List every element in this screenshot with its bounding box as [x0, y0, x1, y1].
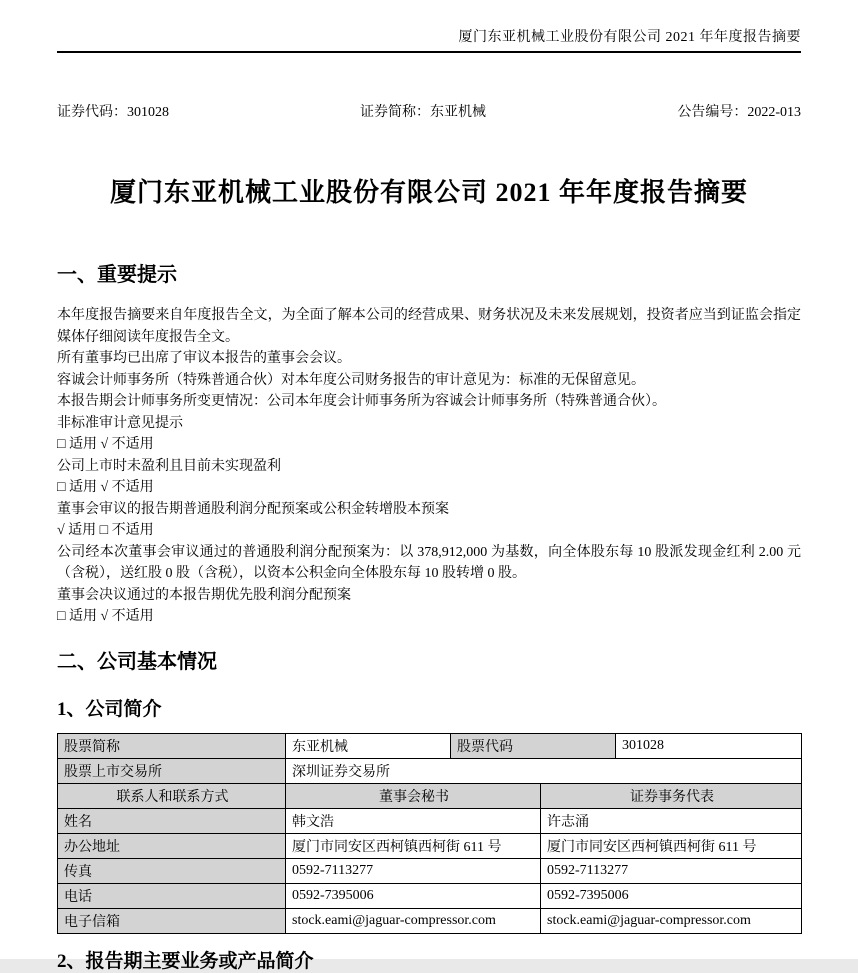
paragraph: 本年度报告摘要来自年度报告全文，为全面了解本公司的经营成果、财务状况及未来发展规划，投资者应当到证监会指定媒体仔细阅读年度报告全文。	[57, 308, 801, 345]
paragraph: 公司上市时未盈利且目前未实现盈利	[57, 458, 281, 474]
table-cell-email-label: 电子信箱	[58, 909, 286, 934]
table-row	[58, 834, 802, 859]
table-cell-contact-header: 联系人和联系方式	[58, 784, 286, 809]
table-cell-phone-label: 电话	[58, 884, 286, 909]
table-cell-stock-abbr-value: 东亚机械	[286, 734, 451, 759]
paragraph: 所有董事均已出席了审议本报告的董事会会议。	[57, 351, 351, 366]
stock-code: 证券代码：301028	[57, 105, 169, 120]
table-cell-phone-secretary: 0592-7395006	[286, 884, 541, 909]
table-row	[58, 859, 802, 884]
table-header-row	[58, 784, 802, 809]
table-cell-exchange-label: 股票上市交易所	[58, 759, 286, 784]
header-rule	[57, 51, 801, 53]
table-cell-board-secretary-header: 董事会秘书	[286, 784, 541, 809]
applicability-line: □ 适用 √ 不适用	[57, 609, 154, 624]
company-profile-table-contacts	[57, 783, 802, 934]
important-notice-body	[57, 305, 801, 628]
paragraph: 容诚会计师事务所（特殊普通合伙）对本年度公司财务报告的审计意见为：标准的无保留意见。	[57, 372, 645, 388]
section-heading-company-info: 二、公司基本情况	[57, 651, 217, 673]
stock-abbreviation: 证券简称：东亚机械	[360, 105, 486, 120]
table-row	[58, 884, 802, 909]
table-cell-stock-code-label: 股票代码	[451, 734, 616, 759]
table-cell-address-secretary: 厦门市同安区西柯镇西柯街 611 号	[286, 834, 541, 859]
table-cell-exchange-value: 深圳证券交易所	[286, 759, 802, 784]
paragraph: 董事会审议的报告期普通股利润分配预案或公积金转增股本预案	[57, 501, 449, 517]
applicability-line: √ 适用 □ 不适用	[57, 523, 154, 538]
section-heading-important-notice: 一、重要提示	[57, 264, 177, 286]
table-cell-name-rep: 许志涌	[541, 809, 802, 834]
applicability-line: □ 适用 √ 不适用	[57, 437, 154, 452]
paragraph: 董事会决议通过的本报告期优先股利润分配预案	[57, 587, 351, 603]
paragraph: 本报告期会计师事务所变更情况：公司本年度会计师事务所为容诚会计师事务所（特殊普通合伙）。	[57, 394, 666, 409]
subsection-heading-company-profile: 1、公司简介	[57, 699, 162, 720]
securities-info-line	[57, 101, 801, 121]
table-cell-address-label: 办公地址	[58, 834, 286, 859]
table-cell-name-label: 姓名	[58, 809, 286, 834]
paragraph: 非标准审计意见提示	[57, 415, 183, 431]
applicability-line: □ 适用 √ 不适用	[57, 480, 154, 495]
announcement-number: 公告编号：2022-013	[677, 105, 801, 120]
table-cell-securities-rep-header: 证券事务代表	[541, 784, 802, 809]
table-cell-name-secretary: 韩文浩	[286, 809, 541, 834]
table-cell-fax-rep: 0592-7113277	[541, 859, 802, 884]
table-cell-fax-secretary: 0592-7113277	[286, 859, 541, 884]
table-row	[58, 734, 802, 759]
paragraph: 公司经本次董事会审议通过的普通股利润分配预案为：以 378,912,000 为基数，向全体股东每 10 股派发现金红利 2.00 元（含税），送红股 0 股（含税），以资本公积金向全体股东每 10 股转增 0 股。	[57, 544, 801, 581]
running-header-title: 厦门东亚机械工业股份有限公司 2021 年年度报告摘要	[458, 30, 801, 45]
table-cell-stock-abbr-label: 股票简称	[58, 734, 286, 759]
table-cell-fax-label: 传真	[58, 859, 286, 884]
table-cell-phone-rep: 0592-7395006	[541, 884, 802, 909]
company-profile-table-top	[57, 733, 802, 784]
table-cell-email-secretary: stock.eami@jaguar-compressor.com	[286, 909, 541, 934]
next-section-heading-partial: 2、报告期主要业务或产品简介	[57, 951, 314, 972]
table-cell-email-rep: stock.eami@jaguar-compressor.com	[541, 909, 802, 934]
table-row	[58, 809, 802, 834]
table-row	[58, 759, 802, 784]
table-row	[58, 909, 802, 934]
document-title: 厦门东亚机械工业股份有限公司 2021 年年度报告摘要	[109, 178, 748, 207]
table-cell-address-rep: 厦门市同安区西柯镇西柯街 611 号	[541, 834, 802, 859]
table-cell-stock-code-value: 301028	[616, 734, 802, 759]
